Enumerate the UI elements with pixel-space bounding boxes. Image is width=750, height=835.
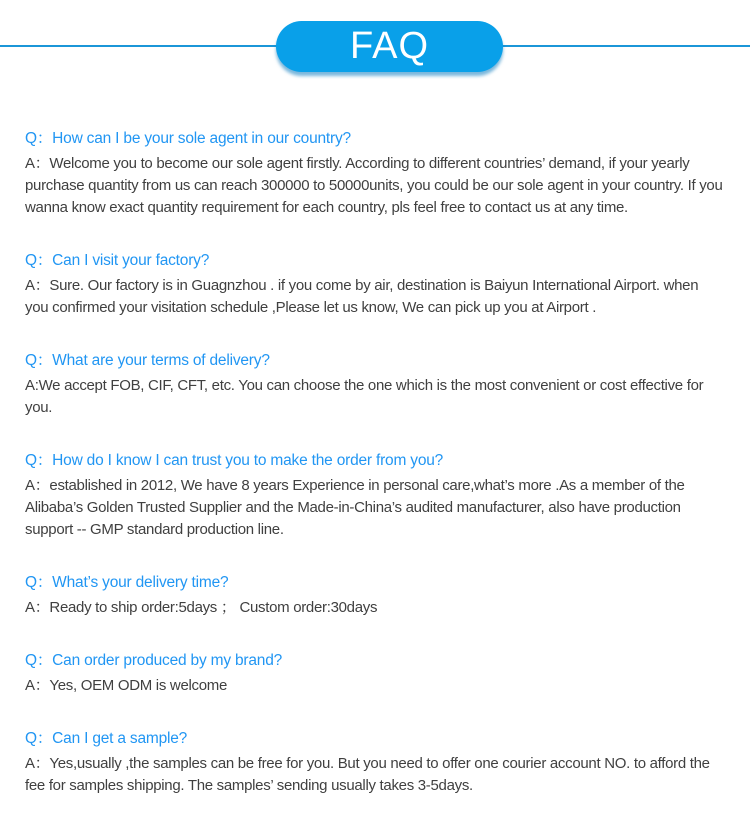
- question-body: What’s your delivery time?: [52, 574, 229, 591]
- question-body: Can order produced by my brand?: [52, 652, 283, 669]
- question-text: [25, 572, 723, 594]
- answer-body: established in 2012, We have 8 years Experience in personal care,what’s more .As a member of the Alibaba’s Golden Trusted Supplier and the Made-in-China’s audited manufacturer, also have production support -- GMP standard production line.: [25, 477, 685, 538]
- q-label: Q：: [25, 652, 53, 669]
- answer-text: [25, 153, 723, 219]
- answer-body: Ready to ship order:5days ； Custom order:30days: [49, 599, 378, 616]
- answer-text: [25, 375, 723, 419]
- answer-text: [25, 475, 723, 541]
- faq-item: [25, 450, 723, 541]
- answer-text: [25, 753, 723, 797]
- answer-body: Yes,usually ,the samples can be free for you. But you need to offer one courier account NO. to afford the fee for samples shipping. The samples’ sending usually takes 3-5days.: [25, 755, 710, 794]
- q-label: Q：: [25, 730, 53, 747]
- question-body: What are your terms of delivery?: [52, 352, 270, 369]
- faq-header: [0, 0, 750, 128]
- q-label: Q：: [25, 252, 53, 269]
- a-label: A：: [25, 677, 50, 694]
- a-label: A：: [25, 755, 50, 772]
- question-body: Can I visit your factory?: [52, 252, 210, 269]
- question-text: [25, 650, 723, 672]
- faq-item: [25, 650, 723, 697]
- answer-body: Sure. Our factory is in Guagnzhou . if you come by air, destination is Baiyun International Airport. when you confirmed your visitation schedule ,Please let us know, We can pick up you at Airport .: [25, 277, 699, 316]
- question-text: [25, 450, 723, 472]
- faq-banner: [276, 21, 503, 72]
- a-label: A：: [25, 477, 50, 494]
- answer-body: Welcome you to become our sole agent firstly. According to different countries’ demand, if your yearly purchase quantity from us can reach 300000 to 50000units, you could be our sole agent in your country. If you wanna know exact quantity requirement for each country, pls feel free to contact us at any time.: [25, 155, 723, 216]
- faq-item: [25, 572, 723, 619]
- question-text: [25, 728, 723, 750]
- a-label: A:: [25, 377, 39, 394]
- q-label: Q：: [25, 352, 53, 369]
- question-body: Can I get a sample?: [52, 730, 188, 747]
- question-text: [25, 250, 723, 272]
- q-label: Q：: [25, 130, 53, 147]
- a-label: A：: [25, 277, 50, 294]
- question-body: How can I be your sole agent in our country?: [52, 130, 351, 147]
- faq-title: FAQ: [349, 24, 430, 67]
- faq-item: [25, 350, 723, 419]
- a-label: A：: [25, 155, 50, 172]
- answer-body: Yes, OEM ODM is welcome: [49, 677, 227, 694]
- question-body: How do I know I can trust you to make the order from you?: [52, 452, 444, 469]
- answer-text: [25, 597, 723, 619]
- question-text: [25, 128, 723, 150]
- faq-item: [25, 728, 723, 797]
- answer-text: [25, 675, 723, 697]
- faq-item: [25, 250, 723, 319]
- faq-list: [0, 128, 750, 797]
- question-text: [25, 350, 723, 372]
- answer-body: We accept FOB, CIF, CFT, etc. You can choose the one which is the most convenient or cost effective for you.: [25, 377, 704, 416]
- faq-item: [25, 128, 723, 219]
- q-label: Q：: [25, 452, 53, 469]
- answer-text: [25, 275, 723, 319]
- q-label: Q：: [25, 574, 53, 591]
- a-label: A：: [25, 599, 50, 616]
